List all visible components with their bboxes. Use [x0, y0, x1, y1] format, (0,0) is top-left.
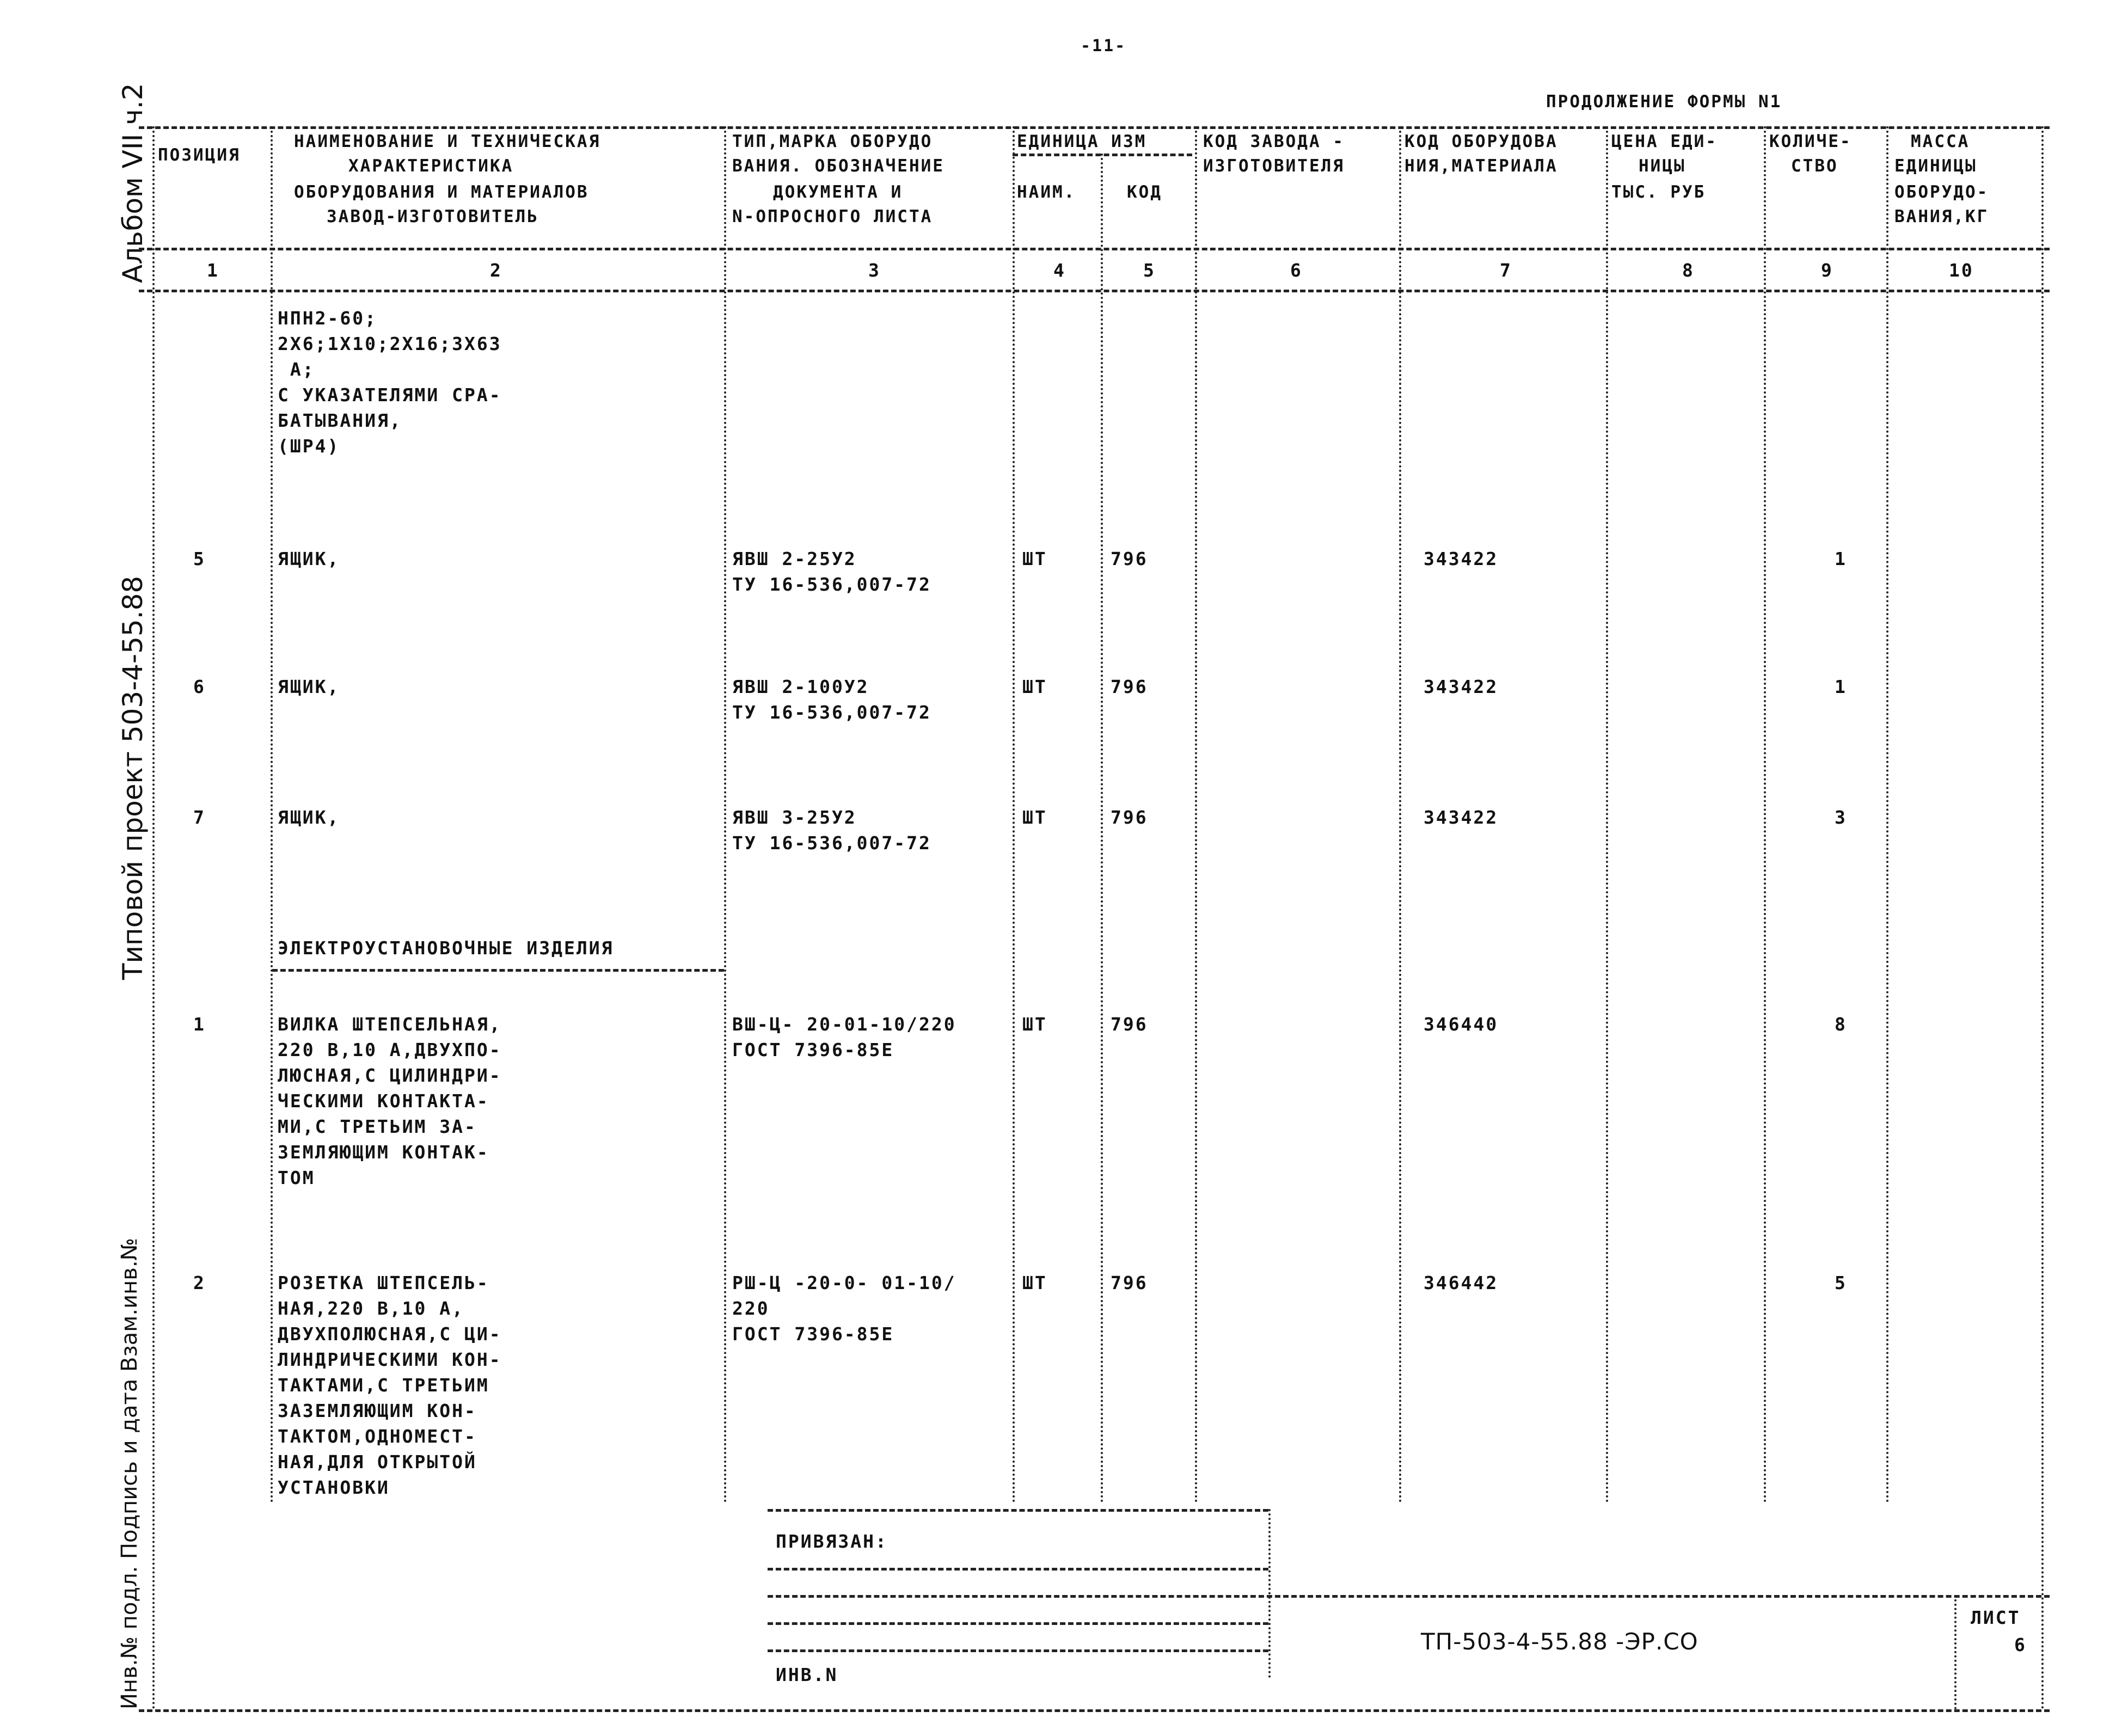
col-divider — [1101, 154, 1103, 1504]
row-6-name: РОЗЕТКА ШТЕПСЕЛЬ- — [278, 1272, 489, 1293]
section-heading: ЭЛЕКТРОУСТАНОВОЧНЫЕ ИЗДЕЛИЯ — [278, 937, 614, 959]
row-3-unit: ШТ — [1022, 807, 1047, 828]
row-1-qty: 1 — [1835, 548, 1847, 569]
header-equip-code-2: НИЯ,МАТЕРИАЛА — [1405, 156, 1558, 176]
sheet-label: ЛИСТ — [1971, 1607, 2021, 1628]
row-6-name: ЗАЗЕМЛЯЮЩИМ КОН- — [278, 1400, 477, 1421]
stamp-rule — [768, 1622, 1268, 1625]
row-2-equip-code: 343422 — [1424, 676, 1499, 697]
col-divider — [1886, 126, 1888, 1504]
stamp-divider — [1268, 1509, 1271, 1678]
header-price-2: НИЦЫ — [1639, 156, 1686, 176]
row-6-name: ТАКТАМИ,С ТРЕТЬИМ — [278, 1375, 489, 1396]
stamp-rule — [768, 1649, 1268, 1652]
header-unit-name: НАИМ. — [1017, 182, 1076, 202]
row-1-type: ЯВШ 2-25У2 — [732, 548, 857, 569]
colnum: 5 — [1143, 260, 1156, 281]
row-3-unit-code: 796 — [1111, 807, 1148, 828]
row-6-equip-code: 346442 — [1424, 1272, 1499, 1293]
project-label: Типовой проект 503-4-55.88 — [117, 575, 149, 980]
row-0-name: 2Х6;1Х10;2Х16;3Х63 — [278, 333, 502, 354]
row-3-name: ЯЩИК, — [278, 807, 340, 828]
row-5-unit: ШТ — [1022, 1014, 1047, 1035]
header-type-2: ВАНИЯ. ОБОЗНАЧЕНИЕ — [732, 156, 945, 176]
row-5-name: ЗЕМЛЯЮЩИМ КОНТАК- — [278, 1142, 489, 1163]
row-5-name: ЛЮСНАЯ,С ЦИЛИНДРИ- — [278, 1065, 502, 1086]
row-1-unit: ШТ — [1022, 548, 1047, 569]
row-6-qty: 5 — [1835, 1272, 1847, 1293]
row-3-type: ТУ 16-536,007-72 — [732, 832, 931, 854]
header-equip-code-1: КОД ОБОРУДОВА — [1405, 132, 1558, 151]
col-divider — [724, 126, 726, 1504]
header-factory-code-2: ИЗГОТОВИТЕЛЯ — [1203, 156, 1345, 176]
colnum: 2 — [490, 260, 502, 281]
header-type-4: N-ОПРОСНОГО ЛИСТА — [732, 207, 933, 226]
row-5-pos: 1 — [193, 1014, 206, 1035]
colnum: 10 — [1949, 260, 1974, 281]
row-5-name: МИ,С ТРЕТЬИМ ЗА- — [278, 1116, 477, 1137]
stamp-divider — [1954, 1595, 1957, 1709]
header-factory-code-1: КОД ЗАВОДА - — [1203, 132, 1345, 151]
colnum: 9 — [1821, 260, 1833, 281]
row-0-name: С УКАЗАТЕЛЯМИ СРА- — [278, 384, 502, 406]
col-divider — [2041, 126, 2044, 1710]
row-6-pos: 2 — [193, 1272, 206, 1293]
row-5-equip-code: 346440 — [1424, 1014, 1499, 1035]
row-5-type: ВШ-Ц- 20-01-10/220 — [732, 1014, 956, 1035]
row-0-name: А; — [278, 359, 315, 380]
row-5-type: ГОСТ 7396-85Е — [732, 1039, 894, 1060]
col-divider — [1764, 126, 1766, 1504]
row-6-name: ДВУХПОЛЮСНАЯ,С ЦИ- — [278, 1323, 502, 1345]
stamp-rule — [768, 1509, 1268, 1512]
row-3-equip-code: 343422 — [1424, 807, 1499, 828]
header-bottom-rule — [139, 248, 2050, 250]
row-6-name: ТАКТОМ,ОДНОМЕСТ- — [278, 1426, 477, 1447]
row-2-name: ЯЩИК, — [278, 676, 340, 697]
privyazan-label: ПРИВЯЗАН: — [776, 1531, 888, 1552]
row-2-unit: ШТ — [1022, 676, 1047, 697]
header-price-1: ЦЕНА ЕДИ- — [1611, 132, 1718, 151]
header-unit-code: КОД — [1127, 182, 1162, 202]
row-6-name: НАЯ,220 В,10 А, — [278, 1298, 465, 1319]
inv-number-label: ИНВ.N — [776, 1664, 838, 1685]
header-qty-2: СТВО — [1791, 156, 1838, 176]
col-divider — [1399, 126, 1401, 1504]
row-6-unit: ШТ — [1022, 1272, 1047, 1293]
row-3-qty: 3 — [1835, 807, 1847, 828]
header-qty-1: КОЛИЧЕ- — [1769, 132, 1852, 151]
col-divider — [1606, 126, 1608, 1504]
col-divider — [1013, 126, 1015, 1504]
row-1-pos: 5 — [193, 548, 206, 569]
row-5-qty: 8 — [1835, 1014, 1847, 1035]
row-6-name: ЛИНДРИЧЕСКИМИ КОН- — [278, 1349, 502, 1370]
header-unit: ЕДИНИЦА ИЗМ — [1017, 132, 1147, 151]
page-number: -11- — [1081, 36, 1127, 56]
col-divider — [271, 126, 273, 1504]
header-name-2: ХАРАКТЕРИСТИКА — [348, 156, 514, 176]
row-1-unit-code: 796 — [1111, 548, 1148, 569]
row-5-name: 220 В,10 А,ДВУХПО- — [278, 1039, 502, 1060]
table-bottom-rule — [139, 1709, 2050, 1712]
header-position: ПОЗИЦИЯ — [158, 145, 241, 165]
album-label: Альбом VII ч.2 — [117, 83, 149, 283]
stamp-rule — [768, 1568, 1268, 1571]
colnum: 6 — [1290, 260, 1303, 281]
row-6-type: 220 — [732, 1298, 770, 1319]
row-1-name: ЯЩИК, — [278, 548, 340, 569]
row-6-unit-code: 796 — [1111, 1272, 1148, 1293]
colnum: 1 — [207, 260, 219, 281]
sheet-number: 6 — [2014, 1634, 2027, 1655]
colnum: 7 — [1500, 260, 1512, 281]
row-6-name: УСТАНОВКИ — [278, 1477, 390, 1498]
header-mass-4: ВАНИЯ,КГ — [1894, 207, 1989, 226]
section-underline — [272, 969, 724, 972]
row-0-name: (ШР4) — [278, 435, 340, 457]
row-1-type: ТУ 16-536,007-72 — [732, 574, 931, 595]
colnum: 8 — [1682, 260, 1695, 281]
row-2-type: ЯВШ 2-100У2 — [732, 676, 869, 697]
row-6-type: РШ-Ц -20-0- 01-10/ — [732, 1272, 956, 1293]
row-5-name: ЧЕСКИМИ КОНТАКТА- — [278, 1090, 489, 1112]
row-0-name: НПН2-60; — [278, 308, 377, 329]
row-2-pos: 6 — [193, 676, 206, 697]
header-mass-1: МАССА — [1911, 132, 1970, 151]
col-divider — [1195, 126, 1197, 1504]
row-5-name: ВИЛКА ШТЕПСЕЛЬНАЯ, — [278, 1014, 502, 1035]
row-3-type: ЯВШ 3-25У2 — [732, 807, 857, 828]
row-6-name: НАЯ,ДЛЯ ОТКРЫТОЙ — [278, 1451, 477, 1473]
stamp-rule — [768, 1595, 2050, 1598]
colnum: 4 — [1053, 260, 1066, 281]
row-3-pos: 7 — [193, 807, 206, 828]
continuation-label: ПРОДОЛЖЕНИЕ ФОРМЫ N1 — [1546, 92, 1782, 112]
header-type-1: ТИП,МАРКА ОБОРУДО — [732, 132, 933, 151]
row-1-equip-code: 343422 — [1424, 548, 1499, 569]
row-2-qty: 1 — [1835, 676, 1847, 697]
row-6-type: ГОСТ 7396-85Е — [732, 1323, 894, 1345]
stamp-side-label: Инв.№ подл. Подпись и дата Взам.инв.№ — [117, 1237, 142, 1709]
header-price-3: ТЫС. РУБ — [1611, 182, 1706, 202]
header-name-3: ОБОРУДОВАНИЯ И МАТЕРИАЛОВ — [294, 182, 589, 202]
header-type-3: ДОКУМЕНТА И — [773, 182, 903, 202]
header-mass-2: ЕДИНИЦЫ — [1894, 156, 1977, 176]
row-2-type: ТУ 16-536,007-72 — [732, 702, 931, 723]
document-code: ТП-503-4-55.88 -ЭР.СО — [1421, 1628, 1698, 1655]
row-5-name: ТОМ — [278, 1167, 315, 1188]
header-mass-3: ОБОРУДО- — [1894, 182, 1989, 202]
colnum: 3 — [868, 260, 881, 281]
row-0-name: БАТЫВАНИЯ, — [278, 410, 402, 431]
row-2-unit-code: 796 — [1111, 676, 1148, 697]
row-5-unit-code: 796 — [1111, 1014, 1148, 1035]
header-name-4: ЗАВОД-ИЗГОТОВИТЕЛЬ — [327, 207, 539, 226]
table-top-rule — [139, 126, 2050, 129]
colnum-bottom-rule — [139, 290, 2050, 292]
col-divider — [152, 126, 155, 1710]
header-name-1: НАИМЕНОВАНИЕ И ТЕХНИЧЕСКАЯ — [294, 132, 601, 151]
